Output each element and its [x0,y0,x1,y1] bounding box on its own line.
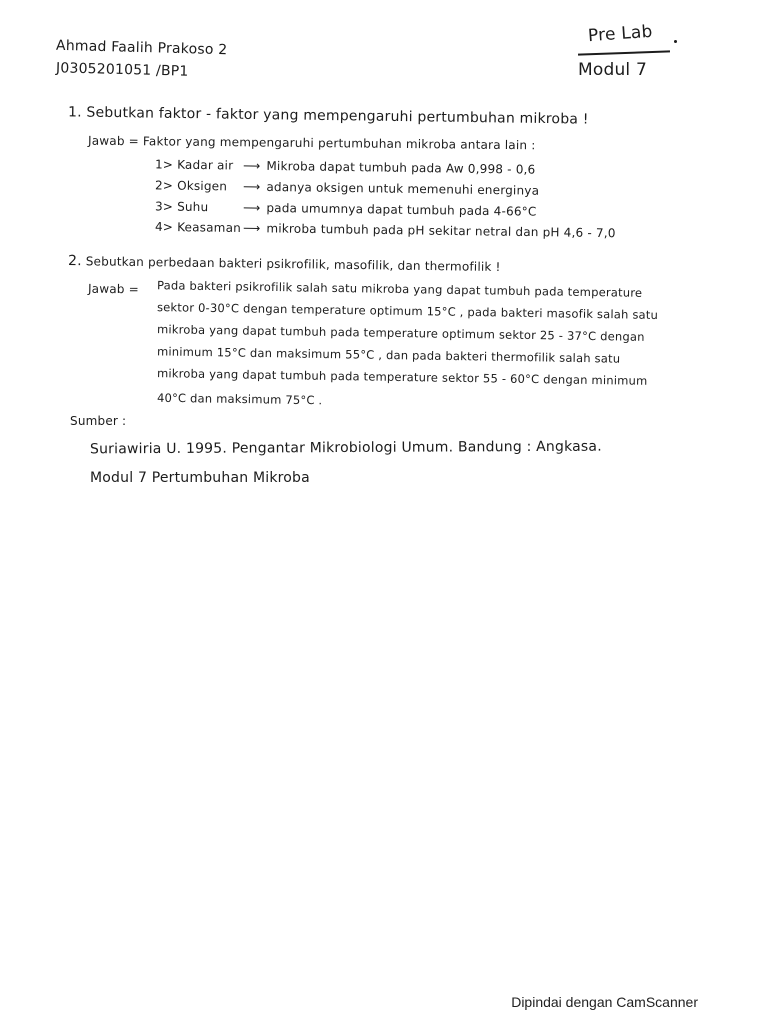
arrow-icon: ⟶ [242,221,261,236]
title-dot [674,40,677,43]
q2-answer-line: mikroba yang dapat tumbuh pada temperature sektor 55 - 60°C dengan minimum [156,366,648,388]
q1-item-text: Mikroba dapat tumbuh pada Aw 0,998 - 0,6 [266,158,536,177]
q2-answer-line: 40°C dan maksimum 75°C . [156,390,323,408]
q1-answer-label: Jawab = [87,133,140,149]
camscanner-watermark: Dipindai dengan CamScanner [511,994,698,1010]
arrow-icon: ⟶ [242,200,261,215]
prelab-title: Pre Lab [587,21,654,47]
q1-item [155,157,536,176]
module-label: Modul 7 [578,60,647,80]
q2-answer-label: Jawab = [87,281,140,297]
q2-text: Sebutkan perbedaan bakteri psikrofilik, masofilik, dan thermofilik ! [85,254,501,275]
q2-answer-line: Pada bakteri psikrofilik salah satu mikroba yang dapat tumbuh pada temperature [156,278,643,300]
q1-item-label: 4> Keasaman [154,219,242,235]
student-id: J0305201051 /BP1 [55,60,189,80]
q1-answer-intro-text: Faktor yang mempengaruhi pertumbuhan mikroba antara lain : [142,134,536,153]
q1-item [155,178,539,197]
sources-label: Sumber : [70,414,127,428]
q1-item-label: 1> Kadar air [154,157,234,173]
q1-item-text: mikroba tumbuh pada pH sekitar netral dan pH 4,6 - 7,0 [266,221,616,241]
q1-item-label: 2> Oksigen [154,178,228,194]
q1-text: Sebutkan faktor - faktor yang mempengaruhi pertumbuhan mikroba ! [86,104,589,128]
q1-number: 1. [67,104,82,121]
q1-answer-intro [88,134,536,153]
q1-item-text: pada umumnya dapat tumbuh pada 4-66°C [266,200,537,219]
q2-question [68,253,501,275]
q2-answer-line: minimum 15°C dan maksimum 55°C , dan pada bakteri thermofilik salah satu [156,344,621,366]
q1-item-label: 3> Suhu [154,199,209,215]
student-name: Ahmad Faalih Prakoso 2 [55,37,228,59]
q1-item-text: adanya oksigen untuk memenuhi energinya [266,179,540,198]
title-underline [578,50,670,55]
arrow-icon: ⟶ [242,179,261,194]
q1-item [155,220,616,240]
arrow-icon: ⟶ [242,158,261,173]
q2-answer-line: sektor 0-30°C dengan temperature optimum 15°C , pada bakteri masofik salah satu [156,300,659,322]
q2-number: 2. [67,252,82,270]
q2-answer-line: mikroba yang dapat tumbuh pada temperature optimum sektor 25 - 37°C dengan [156,322,645,344]
q1-question [68,104,589,127]
q1-item [155,199,537,218]
source-item: Modul 7 Pertumbuhan Mikroba [90,470,310,486]
source-item: Suriawiria U. 1995. Pengantar Mikrobiologi Umum. Bandung : Angkasa. [89,438,602,458]
